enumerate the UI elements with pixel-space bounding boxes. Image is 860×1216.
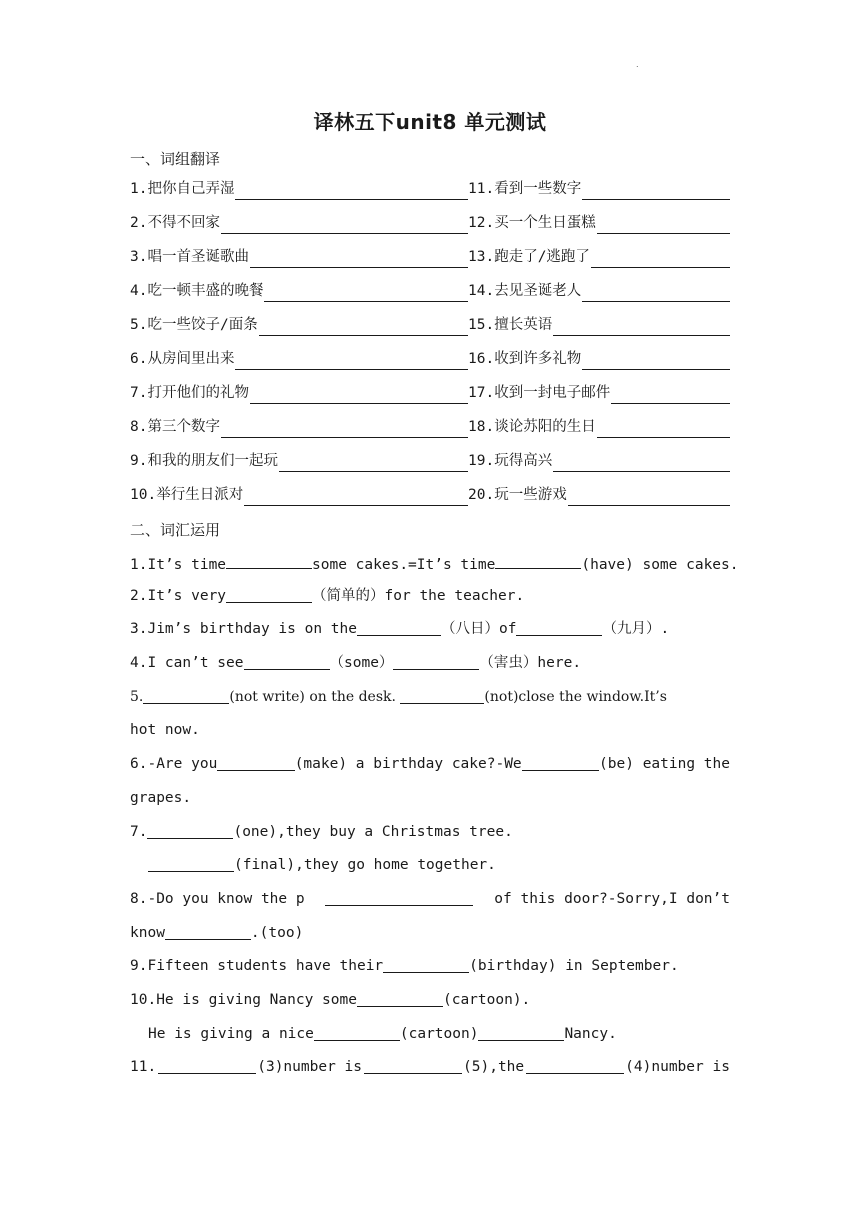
phrase-item bbox=[468, 314, 730, 336]
phrase-row bbox=[130, 178, 730, 212]
answer-blank[interactable] bbox=[244, 486, 468, 506]
phrase-item bbox=[468, 450, 730, 472]
phrase-item bbox=[468, 178, 730, 200]
question-6-continued: grapes. bbox=[130, 789, 192, 806]
answer-blank[interactable] bbox=[264, 282, 468, 302]
answer-blank[interactable] bbox=[221, 418, 468, 438]
page-dot-mark: . bbox=[636, 60, 639, 69]
phrase-label: 8.第三个数字 bbox=[130, 419, 220, 435]
answer-blank[interactable] bbox=[522, 752, 599, 771]
phrase-label: 12.买一个生日蛋糕 bbox=[468, 215, 596, 231]
phrase-label: 2.不得不回家 bbox=[130, 215, 220, 231]
phrase-item bbox=[130, 280, 468, 302]
phrase-label: 20.玩一些游戏 bbox=[468, 487, 567, 503]
phrase-row bbox=[130, 280, 730, 314]
answer-blank[interactable] bbox=[357, 617, 441, 636]
answer-blank[interactable] bbox=[383, 954, 469, 973]
phrase-label: 10.举行生日派对 bbox=[130, 487, 244, 503]
question-2: 2.It’s very （简单的）for the teacher. bbox=[130, 584, 730, 618]
answer-blank[interactable] bbox=[611, 384, 730, 404]
phrase-row bbox=[130, 246, 730, 280]
answer-blank[interactable] bbox=[158, 1055, 256, 1074]
phrase-translation-list bbox=[130, 178, 730, 518]
question-6: 6.-Are you (make) a birthday cake?-We (be) eating the bbox=[130, 752, 730, 786]
answer-blank[interactable] bbox=[597, 214, 730, 234]
phrase-label: 7.打开他们的礼物 bbox=[130, 385, 249, 401]
answer-blank[interactable] bbox=[226, 550, 312, 569]
phrase-item bbox=[468, 416, 730, 438]
answer-blank[interactable] bbox=[217, 752, 294, 771]
phrase-label: 15.擅长英语 bbox=[468, 317, 553, 333]
section-1-heading: 一、词组翻译 bbox=[130, 150, 221, 168]
answer-blank[interactable] bbox=[259, 316, 468, 336]
phrase-item bbox=[130, 178, 468, 200]
question-3: 3.Jim’s birthday is on the （八日）of （九月）. bbox=[130, 617, 730, 651]
question-10-second: He is giving a nice (cartoon) Nancy. bbox=[130, 1022, 730, 1056]
vocabulary-exercises bbox=[130, 550, 739, 1089]
answer-blank[interactable] bbox=[147, 820, 233, 839]
answer-blank[interactable] bbox=[226, 584, 312, 603]
phrase-item bbox=[130, 450, 468, 472]
phrase-row bbox=[130, 416, 730, 450]
answer-blank[interactable] bbox=[244, 651, 330, 670]
phrase-label: 3.唱一首圣诞歌曲 bbox=[130, 249, 249, 265]
phrase-row bbox=[130, 382, 730, 416]
answer-blank[interactable] bbox=[221, 214, 468, 234]
answer-blank[interactable] bbox=[400, 685, 484, 704]
question-10: 10.He is giving Nancy some (cartoon). bbox=[130, 988, 730, 1022]
phrase-row bbox=[130, 314, 730, 348]
answer-blank[interactable] bbox=[235, 180, 468, 200]
answer-blank[interactable] bbox=[393, 651, 479, 670]
answer-blank[interactable] bbox=[325, 887, 473, 906]
phrase-item bbox=[130, 212, 468, 234]
answer-blank[interactable] bbox=[279, 452, 468, 472]
answer-blank[interactable] bbox=[553, 452, 730, 472]
phrase-item bbox=[130, 416, 468, 438]
answer-blank[interactable] bbox=[553, 316, 730, 336]
answer-blank[interactable] bbox=[165, 921, 251, 940]
phrase-label: 4.吃一顿丰盛的晚餐 bbox=[130, 283, 264, 299]
phrase-item bbox=[130, 382, 468, 404]
page-title: 译林五下unit8 单元测试 bbox=[313, 110, 547, 134]
answer-blank[interactable] bbox=[495, 550, 581, 569]
phrase-label: 13.跑走了/逃跑了 bbox=[468, 249, 590, 265]
phrase-label: 9.和我的朋友们一起玩 bbox=[130, 453, 278, 469]
phrase-row bbox=[130, 212, 730, 246]
answer-blank[interactable] bbox=[516, 617, 602, 636]
answer-blank[interactable] bbox=[148, 853, 234, 872]
phrase-item bbox=[468, 348, 730, 370]
answer-blank[interactable] bbox=[582, 282, 730, 302]
answer-blank[interactable] bbox=[478, 1022, 564, 1041]
phrase-row bbox=[130, 484, 730, 518]
question-5: 5. (not write) on the desk. (not)close the window.It’s bbox=[130, 685, 730, 719]
phrase-label: 6.从房间里出来 bbox=[130, 351, 235, 367]
answer-blank[interactable] bbox=[250, 248, 468, 268]
phrase-label: 18.谈论苏阳的生日 bbox=[468, 419, 596, 435]
question-8-continued: know .(too) bbox=[130, 921, 730, 955]
answer-blank[interactable] bbox=[526, 1055, 624, 1074]
phrase-item bbox=[468, 212, 730, 234]
question-5-continued: hot now. bbox=[130, 722, 200, 739]
question-11: 11. (3)number is (5),the (4)number is bbox=[130, 1055, 730, 1089]
phrase-row bbox=[130, 348, 730, 382]
answer-blank[interactable] bbox=[143, 685, 229, 704]
answer-blank[interactable] bbox=[568, 486, 730, 506]
phrase-item bbox=[130, 484, 468, 506]
phrase-label: 17.收到一封电子邮件 bbox=[468, 385, 611, 401]
phrase-item bbox=[130, 314, 468, 336]
answer-blank[interactable] bbox=[235, 350, 468, 370]
question-7-second: (final),they go home together. bbox=[130, 853, 730, 887]
phrase-label: 16.收到许多礼物 bbox=[468, 351, 582, 367]
phrase-item bbox=[468, 246, 730, 268]
answer-blank[interactable] bbox=[357, 988, 443, 1007]
section-2-heading: 二、词汇运用 bbox=[130, 521, 221, 539]
answer-blank[interactable] bbox=[364, 1055, 462, 1074]
phrase-item bbox=[130, 348, 468, 370]
question-4: 4.I can’t see （some） （害虫）here. bbox=[130, 651, 730, 685]
phrase-row bbox=[130, 450, 730, 484]
question-7: 7. (one),they buy a Christmas tree. bbox=[130, 820, 730, 854]
answer-blank[interactable] bbox=[582, 350, 730, 370]
question-9: 9.Fifteen students have their (birthday) in September. bbox=[130, 954, 730, 988]
phrase-label: 1.把你自己弄湿 bbox=[130, 181, 235, 197]
answer-blank[interactable] bbox=[582, 180, 730, 200]
phrase-item bbox=[130, 246, 468, 268]
phrase-label: 19.玩得高兴 bbox=[468, 453, 553, 469]
phrase-label: 5.吃一些饺子/面条 bbox=[130, 317, 258, 333]
phrase-label: 11.看到一些数字 bbox=[468, 181, 582, 197]
phrase-item bbox=[468, 484, 730, 506]
answer-blank[interactable] bbox=[250, 384, 468, 404]
answer-blank[interactable] bbox=[597, 418, 730, 438]
phrase-label: 14.去见圣诞老人 bbox=[468, 283, 582, 299]
phrase-item bbox=[468, 382, 730, 404]
answer-blank[interactable] bbox=[314, 1022, 400, 1041]
question-8: 8.-Do you know the p of this door?-Sorry,I don’t bbox=[130, 887, 730, 921]
answer-blank[interactable] bbox=[591, 248, 730, 268]
phrase-item bbox=[468, 280, 730, 302]
question-1: 1.It’s time some cakes.=It’s time (have) some cakes. bbox=[130, 550, 730, 584]
